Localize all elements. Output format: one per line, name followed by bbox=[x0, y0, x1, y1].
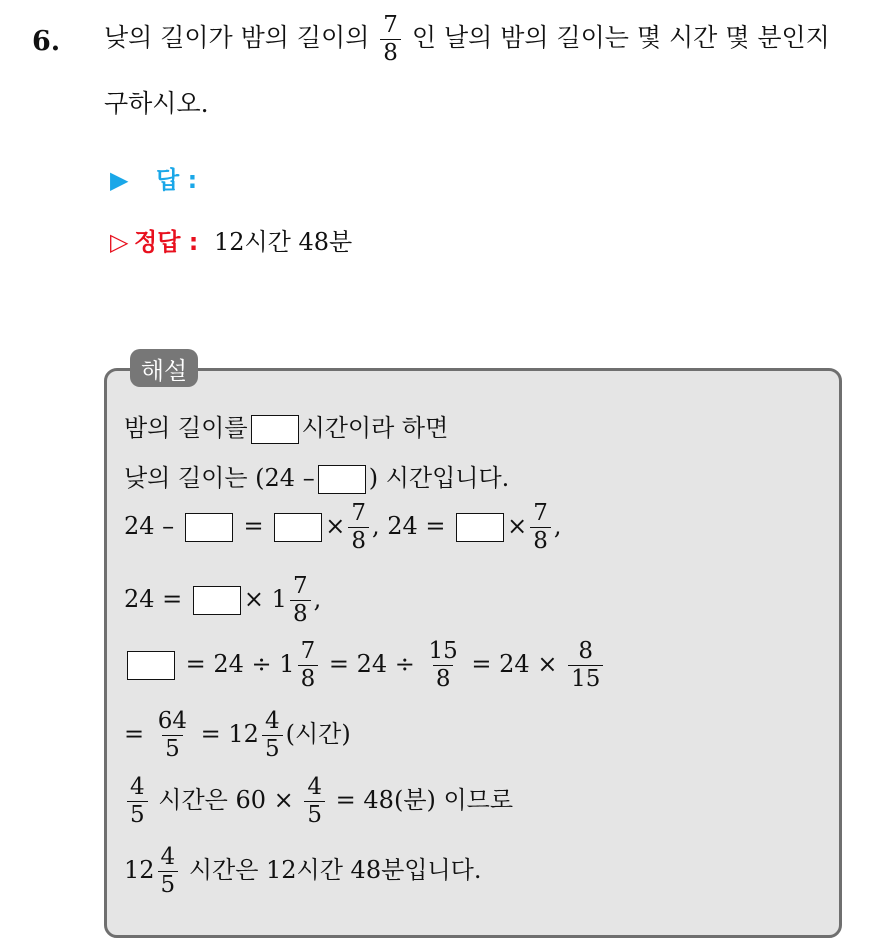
solution-text: 시간은 12시간 48분입니다. bbox=[188, 856, 482, 884]
fraction-denominator: 5 bbox=[162, 735, 183, 761]
answer-row bbox=[110, 160, 197, 195]
fraction-denominator: 5 bbox=[304, 801, 325, 827]
solution-text: 밤의 길이를 bbox=[124, 414, 248, 442]
fraction-numerator: 4 bbox=[264, 708, 280, 734]
solution-text: , 24 = bbox=[371, 512, 446, 540]
blank-box bbox=[185, 513, 233, 542]
solution-text: = bbox=[243, 512, 264, 540]
fraction bbox=[262, 710, 283, 761]
outline-arrow-icon: ▷ bbox=[110, 228, 129, 256]
fraction-numerator: 4 bbox=[160, 844, 176, 870]
solution-text: 시간은 60 × bbox=[158, 786, 294, 814]
fraction bbox=[298, 640, 319, 691]
solution-text: 낮의 길이는 (24 – bbox=[124, 464, 315, 492]
solution-text: × 1 bbox=[243, 585, 287, 613]
fraction-numerator: 7 bbox=[351, 500, 366, 526]
solution-text: = 12 bbox=[200, 720, 259, 748]
fraction-denominator: 8 bbox=[348, 527, 369, 553]
fraction-numerator: 7 bbox=[300, 638, 316, 664]
blank-box bbox=[193, 586, 241, 615]
fraction bbox=[304, 776, 325, 827]
fraction-denominator: 8 bbox=[298, 665, 319, 691]
solution-text: 12 bbox=[124, 856, 155, 884]
fraction-numerator: 8 bbox=[578, 638, 594, 664]
solution-line-4 bbox=[124, 575, 321, 626]
fraction-denominator: 5 bbox=[262, 735, 283, 761]
fraction-numerator: 7 bbox=[292, 573, 308, 599]
solution-line-7 bbox=[124, 776, 513, 827]
fraction bbox=[568, 640, 603, 691]
solution-text: , bbox=[313, 585, 322, 613]
solution-text: = 24 ÷ bbox=[328, 650, 415, 678]
fraction bbox=[530, 502, 551, 553]
fraction-denominator: 8 bbox=[380, 39, 401, 65]
fraction-denominator: 15 bbox=[568, 665, 603, 691]
solution-line-5 bbox=[124, 640, 606, 691]
correct-answer-label: 정답 : bbox=[134, 228, 199, 256]
correct-answer-row bbox=[110, 222, 352, 257]
explanation-tag: 해설 bbox=[130, 349, 198, 387]
fraction-denominator: 5 bbox=[127, 801, 148, 827]
fraction-numerator: 4 bbox=[307, 774, 323, 800]
blank-box bbox=[127, 651, 175, 680]
solution-text: 24 = bbox=[124, 585, 183, 613]
fraction bbox=[348, 502, 369, 553]
fraction bbox=[290, 575, 311, 626]
solution-text: = 24 ÷ 1 bbox=[185, 650, 295, 678]
blank-box bbox=[318, 465, 366, 494]
solution-line-1 bbox=[124, 408, 448, 444]
solution-line-6 bbox=[124, 710, 351, 761]
question-text-before: 낮의 길이가 밤의 길이의 bbox=[104, 23, 370, 52]
fraction-numerator: 64 bbox=[157, 708, 188, 734]
solution-text: 시간이라 하면 bbox=[301, 414, 449, 442]
solution-line-8 bbox=[124, 846, 481, 897]
solution-text: = 24 × bbox=[471, 650, 558, 678]
fraction bbox=[127, 776, 148, 827]
blank-box bbox=[251, 415, 299, 444]
question-line-2: 구하시오. bbox=[104, 89, 209, 118]
solution-text: (시간) bbox=[285, 720, 351, 748]
question-line-1 bbox=[104, 14, 830, 65]
fraction bbox=[426, 640, 461, 691]
fraction-denominator: 8 bbox=[530, 527, 551, 553]
fraction-numerator: 15 bbox=[428, 638, 458, 664]
solution-line-3 bbox=[124, 502, 562, 553]
fraction bbox=[158, 846, 179, 897]
solution-text: = 48(분) 이므로 bbox=[335, 786, 514, 814]
solution-text: × bbox=[325, 512, 346, 540]
fraction bbox=[155, 710, 190, 761]
blank-box bbox=[274, 513, 322, 542]
blank-box bbox=[456, 513, 504, 542]
question-text-after: 인 날의 밤의 길이는 몇 시간 몇 분인지 bbox=[411, 23, 830, 52]
fraction-numerator: 7 bbox=[533, 500, 548, 526]
fraction-denominator: 8 bbox=[290, 600, 311, 626]
question-number: 6. bbox=[32, 26, 61, 57]
question-fraction bbox=[380, 14, 401, 65]
fraction-denominator: 5 bbox=[158, 871, 179, 897]
solution-line-2 bbox=[124, 458, 509, 494]
fraction-denominator: 8 bbox=[433, 665, 454, 691]
correct-answer-value: 12시간 48분 bbox=[213, 228, 353, 256]
solution-text: , bbox=[553, 512, 562, 540]
solution-text: ) 시간입니다. bbox=[368, 464, 510, 492]
fraction-numerator: 7 bbox=[383, 12, 398, 38]
play-arrow-icon: ▶ bbox=[110, 166, 129, 194]
solution-text: 24 – bbox=[124, 512, 175, 540]
answer-label: 답 : bbox=[156, 166, 198, 194]
fraction-numerator: 4 bbox=[130, 774, 145, 800]
solution-text: × bbox=[507, 512, 528, 540]
solution-text: = bbox=[124, 720, 145, 748]
